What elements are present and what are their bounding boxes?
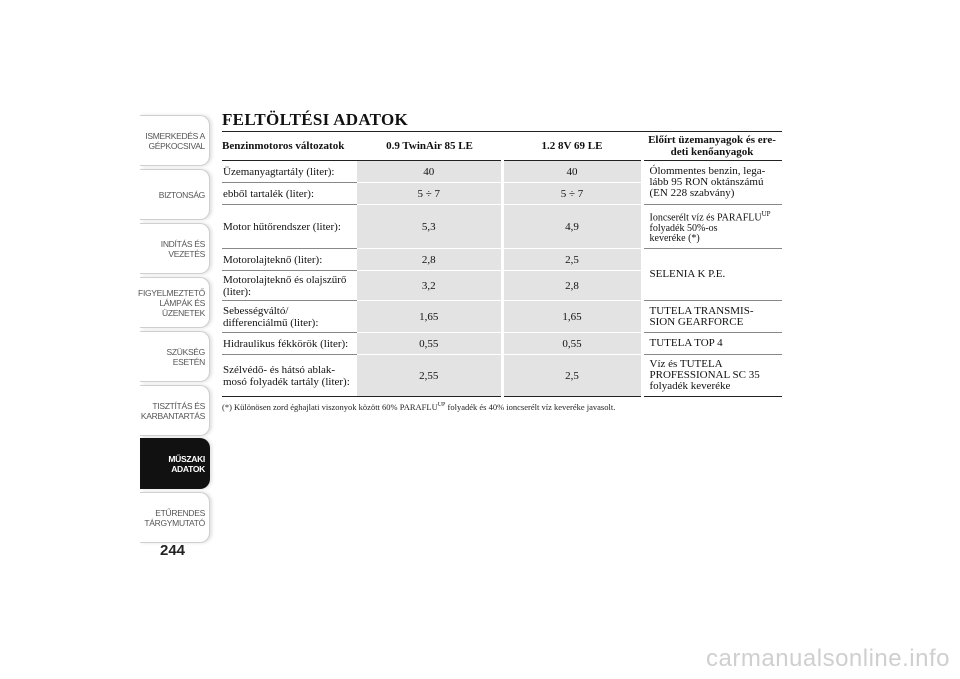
table-row [222, 249, 782, 271]
row-value-twinair: 2,55 [357, 355, 502, 397]
table-row [222, 333, 782, 355]
table-row [222, 355, 782, 397]
spec-coolant-sup: UP [761, 210, 771, 219]
tab-tisztitas[interactable]: TISZTÍTÁS ÉS KARBANTARTÁS [140, 385, 210, 436]
row-label: Motor hűtőrendszer (liter): [222, 205, 357, 249]
table-header [222, 132, 782, 161]
row-value-12-8v: 5 ÷ 7 [502, 183, 642, 205]
header-12-8v: 1.2 8V 69 LE [502, 132, 642, 161]
header-specs: Előírt üzemanyagok és ere- deti kenőanyagok [642, 132, 782, 161]
row-value-twinair: 5,3 [357, 205, 502, 249]
spec-brake: TUTELA TOP 4 [642, 333, 782, 355]
header-variants: Benzinmotoros változatok [222, 132, 357, 161]
footnote-text-b: folyadék és 40% ioncserélt víz keveréke javasolt. [445, 402, 616, 412]
spec-washer: Víz és TUTELA PROFESSIONAL SC 35 folyadék keveréke [642, 355, 782, 397]
tab-figyelmezteto[interactable]: FIGYELMEZTETŐ LÁMPÁK ÉS ÜZENETEK [140, 277, 210, 328]
row-value-twinair: 2,8 [357, 249, 502, 271]
spec-coolant [642, 205, 782, 249]
row-value-12-8v: 1,65 [502, 301, 642, 333]
row-label: Sebességváltó/ differenciálmű (liter): [222, 301, 357, 333]
spec-fuel: Ólommentes benzin, lega- lább 95 RON oktánszámú (EN 228 szabvány) [642, 161, 782, 205]
row-value-12-8v: 40 [502, 161, 642, 183]
footnote-text-a: (*) Különösen zord éghajlati viszonyok között 60% PARAFLU [222, 402, 438, 412]
row-value-twinair: 40 [357, 161, 502, 183]
table-row [222, 205, 782, 249]
spec-coolant-b: folyadék 50%-os keveréke (*) [649, 222, 718, 244]
row-label: Hidraulikus fékkörök (liter): [222, 333, 357, 355]
footnote-sup: UP [437, 402, 446, 409]
tab-muszaki-adatok[interactable]: MŰSZAKI ADATOK [140, 438, 210, 489]
tab-ismerkedes[interactable]: ISMERKEDÉS A GÉPKOCSIVAL [140, 115, 210, 166]
row-value-12-8v: 2,5 [502, 355, 642, 397]
row-label: ebből tartalék (liter): [222, 183, 357, 205]
row-value-twinair: 0,55 [357, 333, 502, 355]
footnote [222, 402, 615, 412]
row-value-twinair: 5 ÷ 7 [357, 183, 502, 205]
row-value-12-8v: 4,9 [502, 205, 642, 249]
tab-inditas[interactable]: INDÍTÁS ÉS VEZETÉS [140, 223, 210, 274]
tab-targymutato[interactable]: ETŰRENDES TÁRGYMUTATÓ [140, 492, 210, 543]
spec-coolant-a: Ioncserélt víz és PARAFLU [649, 212, 762, 224]
fill-data-table [222, 131, 782, 397]
row-label: Motorolajteknő és olajszűrő (liter): [222, 271, 357, 301]
spec-gearbox: TUTELA TRANSMIS- SION GEARFORCE [642, 301, 782, 333]
table-row [222, 301, 782, 333]
row-label: Üzemanyagtartály (liter): [222, 161, 357, 183]
row-value-12-8v: 2,8 [502, 271, 642, 301]
spec-oil: SELENIA K P.E. [642, 249, 782, 301]
row-value-twinair: 3,2 [357, 271, 502, 301]
row-value-twinair: 1,65 [357, 301, 502, 333]
row-value-12-8v: 0,55 [502, 333, 642, 355]
page-number: 244 [160, 542, 186, 559]
row-label: Szélvédő- és hátsó ablak- mosó folyadék tartály (liter): [222, 355, 357, 397]
watermark: carmanualsonline.info [706, 645, 950, 672]
tab-biztonsag[interactable]: BIZTONSÁG [140, 169, 210, 220]
row-label: Motorolajteknő (liter): [222, 249, 357, 271]
tab-szukseg[interactable]: SZÜKSÉG ESETÉN [140, 331, 210, 382]
table-row [222, 161, 782, 183]
page-title: FELTÖLTÉSI ADATOK [222, 110, 409, 129]
header-twinair: 0.9 TwinAir 85 LE [357, 132, 502, 161]
row-value-12-8v: 2,5 [502, 249, 642, 271]
